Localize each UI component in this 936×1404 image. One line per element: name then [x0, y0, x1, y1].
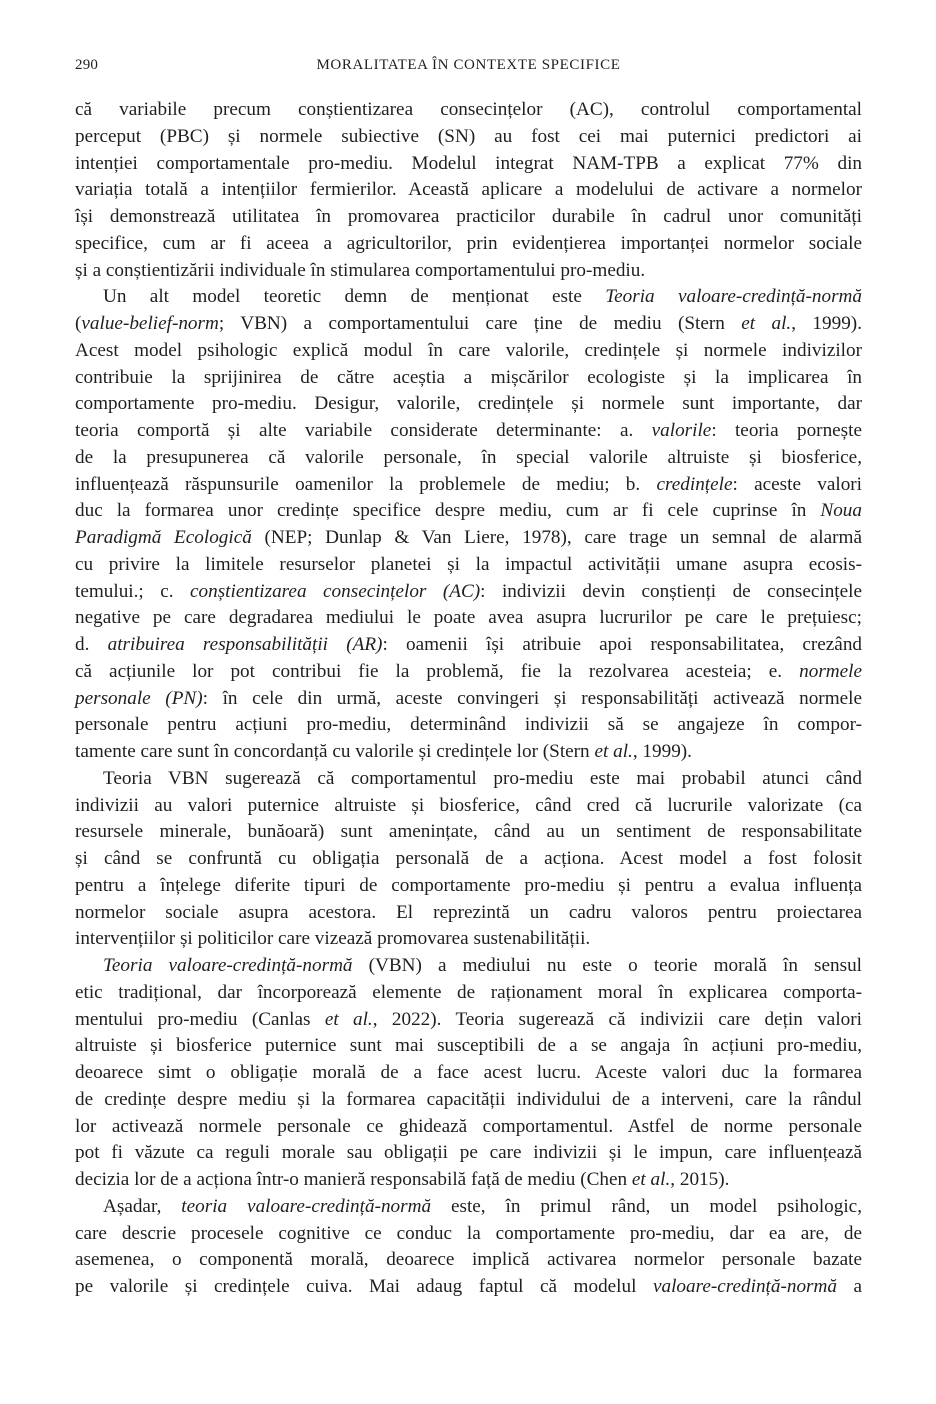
- text-line: [75, 525, 862, 552]
- text-run: decizia lor de a acționa într-o manieră responsabilă față de mediu (Chen: [75, 1169, 632, 1190]
- italic-run: value-belief-norm: [81, 313, 219, 334]
- text-run: (: [75, 313, 82, 334]
- text-run: și a conștientizării individuale în stimularea comportamentului pro-mediu.: [75, 259, 646, 281]
- text-run: Acest model psihologic explică modul în care valorile, credințele și normele indivizilor: [75, 339, 862, 361]
- text-run: teoria comportă și alte variabile considerate determinante: a.: [75, 420, 652, 441]
- text-line: [75, 1087, 862, 1114]
- italic-run: et al.: [741, 313, 792, 334]
- running-head: [75, 57, 862, 79]
- running-title: MORALITATEA ÎN CONTEXTE SPECIFICE: [316, 57, 621, 73]
- text-run: pot fi văzute ca reguli morale sau obligații pe care indivizii și le impun, care influențează: [75, 1142, 862, 1164]
- text-line: [75, 1114, 862, 1141]
- text-line: [75, 418, 862, 445]
- text-run: pentru a înțelege diferite tipuri de comportamente pro-mediu și pentru a evalua influența: [75, 874, 862, 896]
- text-line: [75, 151, 862, 178]
- text-line: [75, 1007, 862, 1034]
- text-run: indivizii au valori puternice altruiste și biosferice, când cred că lucrurile valorizate (ca: [75, 794, 862, 816]
- text-run: : oamenii își atribuie apoi responsabilitatea, crezând: [382, 634, 863, 655]
- body-text: [75, 97, 862, 1301]
- text-line: [75, 391, 862, 418]
- text-line: [75, 686, 862, 713]
- paragraph: [75, 284, 862, 766]
- text-line: [75, 1221, 862, 1248]
- italic-run: Teoria valoare-credință-normă: [605, 286, 862, 308]
- text-line: [75, 284, 862, 311]
- text-run: cu privire la limitele resurselor planetei și la impactul activității umane asupra ecosis-: [75, 553, 862, 575]
- italic-run: credințele: [656, 473, 733, 495]
- text-line: [75, 1167, 862, 1194]
- text-run: este, în primul rând, un model psihologic,: [431, 1195, 862, 1217]
- text-line: [75, 231, 862, 258]
- text-run: d.: [75, 634, 108, 655]
- text-line: [75, 472, 862, 499]
- text-run: mentului pro-mediu (Canlas: [75, 1008, 325, 1030]
- text-run: că acțiunile lor pot contribui fie la problemă, fie la rezolvarea acesteia; e.: [75, 660, 800, 682]
- text-run: contribuie la sprijinirea de către aceștia a mișcărilor ecologiste și la implicarea în: [75, 366, 862, 388]
- text-run: , 1999).: [791, 313, 862, 334]
- italic-run: personale (PN): [75, 687, 203, 709]
- text-run: ; VBN) a comportamentului care ține de mediu (Stern: [218, 313, 742, 334]
- text-run: Teoria VBN sugerează că comportamentul pro-mediu este mai probabil atunci când: [103, 767, 862, 789]
- text-run: comportamente pro-mediu. Desigur, valorile, credințele și normele sunt importante, dar: [75, 393, 862, 415]
- text-line: [75, 900, 862, 927]
- text-run: și când se confruntă cu obligația personală de a acționa. Acest model a fost folosit: [75, 848, 862, 869]
- text-run: : în cele din urmă, aceste convingeri și responsabilități activează normele: [202, 687, 862, 709]
- text-line: [75, 793, 862, 820]
- italic-run: valorile: [651, 420, 712, 441]
- text-line: [75, 177, 862, 204]
- text-run: pe valorile și credințele cuiva. Mai adaug faptul că modelul: [75, 1276, 653, 1297]
- text-line: [75, 712, 862, 739]
- italic-run: et al.: [631, 1169, 671, 1190]
- text-run: etic tradițional, dar încorporează elemente de raționament moral în explicarea comporta-: [75, 981, 862, 1003]
- text-line: [75, 632, 862, 659]
- text-line: [75, 953, 862, 980]
- text-line: [75, 926, 862, 953]
- text-line: [75, 124, 862, 151]
- text-run: , 1999).: [632, 741, 692, 762]
- text-run: intervențiilor și politicilor care vizează promovarea sustenabilității.: [75, 928, 591, 950]
- text-run: variația totală a intențiilor fermierilor. Această aplicare a modelului de activare a normelor: [75, 179, 862, 201]
- text-run: negative pe care degradarea mediului le poate avea asupra lucrurilor pe care le prețuiesc;: [75, 607, 862, 629]
- italic-run: Noua: [820, 500, 862, 522]
- text-line: [75, 1140, 862, 1167]
- text-line: [75, 204, 862, 231]
- text-line: [75, 97, 862, 124]
- text-line: [75, 873, 862, 900]
- italic-run: valoare-credință-normă: [652, 1276, 837, 1297]
- text-run: resursele minerale, bunăoară) sunt amenințate, când au un sentiment de responsabilitate: [75, 821, 862, 843]
- paragraph: [75, 953, 862, 1194]
- text-line: [75, 1060, 862, 1087]
- paragraph: [75, 97, 862, 284]
- italic-run: Teoria valoare-credință-normă: [103, 955, 353, 976]
- text-run: de credințe despre mediu și la formarea capacității individului de a interveni, care la rândul: [75, 1088, 862, 1110]
- text-run: (NEP; Dunlap & Van Liere, 1978), care trage un semnal de alarmă: [251, 527, 862, 548]
- text-line: [75, 980, 862, 1007]
- text-line: [75, 1194, 862, 1221]
- text-line: [75, 579, 862, 606]
- text-run: (VBN) a mediului nu este o teorie morală în sensul: [352, 955, 862, 976]
- text-run: a: [836, 1276, 862, 1297]
- text-run: deoarece simt o obligație morală de a face acest lucru. Aceste valori duc la formarea: [75, 1062, 862, 1083]
- text-line: [75, 605, 862, 632]
- text-run: asemenea, o componentă morală, deoarece implică activarea normelor personale bazate: [75, 1249, 862, 1271]
- text-run: temului.; c.: [75, 580, 191, 602]
- text-line: [75, 338, 862, 365]
- text-line: [75, 846, 862, 873]
- text-line: [75, 445, 862, 472]
- text-run: : aceste valori: [732, 473, 863, 495]
- paragraph: [75, 1194, 862, 1301]
- text-run: tamente care sunt în concordanță cu valorile și credințele lor (Stern: [75, 741, 595, 762]
- italic-run: atribuirea responsabilității (AR): [107, 634, 383, 655]
- text-line: [75, 819, 862, 846]
- text-run: , 2022). Teoria sugerează că indivizii care dețin valori: [372, 1008, 862, 1030]
- text-run: de la presupunerea că valorile personale, în special valorile altruiste și biosferice,: [75, 446, 862, 468]
- text-run: influențează răspunsurile oamenilor la problemele de mediu; b.: [75, 473, 657, 495]
- text-run: personale pentru acțiuni pro-mediu, determinând indivizii să se angajeze în compor-: [75, 714, 862, 736]
- italic-run: et al.: [594, 741, 633, 762]
- text-line: [75, 1033, 862, 1060]
- text-run: : teoria pornește: [711, 420, 862, 441]
- text-run: specifice, cum ar fi aceea a agricultorilor, prin evidențierea importanței normelor sociale: [75, 232, 862, 254]
- text-line: [75, 739, 862, 766]
- text-run: altruiste și biosferice puternice sunt mai susceptibili de a se angaja în acțiuni pro-mediu,: [75, 1035, 862, 1057]
- text-run: normelor sociale asupra acestora. El reprezintă un cadru valoros pentru proiectarea: [75, 901, 862, 923]
- text-run: intenției comportamentale pro-mediu. Modelul integrat NAM-TPB a explicat 77% din: [75, 152, 862, 174]
- text-line: [75, 258, 862, 285]
- text-run: Un alt model teoretic demn de menționat este: [103, 286, 606, 308]
- page-number: 290: [75, 57, 99, 73]
- paragraph: [75, 766, 862, 953]
- text-run: Așadar,: [103, 1195, 182, 1217]
- italic-run: et al.: [324, 1008, 373, 1030]
- text-line: [75, 498, 862, 525]
- text-line: [75, 1247, 862, 1274]
- text-line: [75, 552, 862, 579]
- text-run: lor activează normele personale ce ghidează comportamentul. Astfel de norme personale: [75, 1115, 862, 1137]
- text-run: : indivizii devin conștienți de consecințele: [480, 580, 862, 602]
- italic-run: teoria valoare-credință-normă: [181, 1195, 432, 1217]
- text-line: [75, 659, 862, 686]
- text-line: [75, 766, 862, 793]
- italic-run: normele: [799, 660, 862, 682]
- text-run: , 2015).: [670, 1169, 730, 1190]
- text-line: [75, 1274, 862, 1301]
- text-run: își demonstrează utilitatea în promovarea practicilor durabile în cadrul unor comunități: [75, 206, 862, 227]
- italic-run: Paradigmă Ecologică: [75, 527, 252, 548]
- text-line: [75, 365, 862, 392]
- italic-run: conștientizarea consecințelor (AC): [190, 580, 481, 602]
- text-run: perceput (PBC) și normele subiective (SN) au fost cei mai puternici predictori ai: [75, 125, 862, 147]
- text-run: duc la formarea unor credințe specifice despre mediu, cum ar fi cele cuprinse în: [75, 500, 821, 522]
- text-run: care descrie procesele cognitive ce conduc la comportamente pro-mediu, dar ea are, de: [75, 1222, 862, 1244]
- text-run: că variabile precum conștientizarea consecințelor (AC), controlul comportamental: [75, 99, 862, 120]
- text-line: [75, 311, 862, 338]
